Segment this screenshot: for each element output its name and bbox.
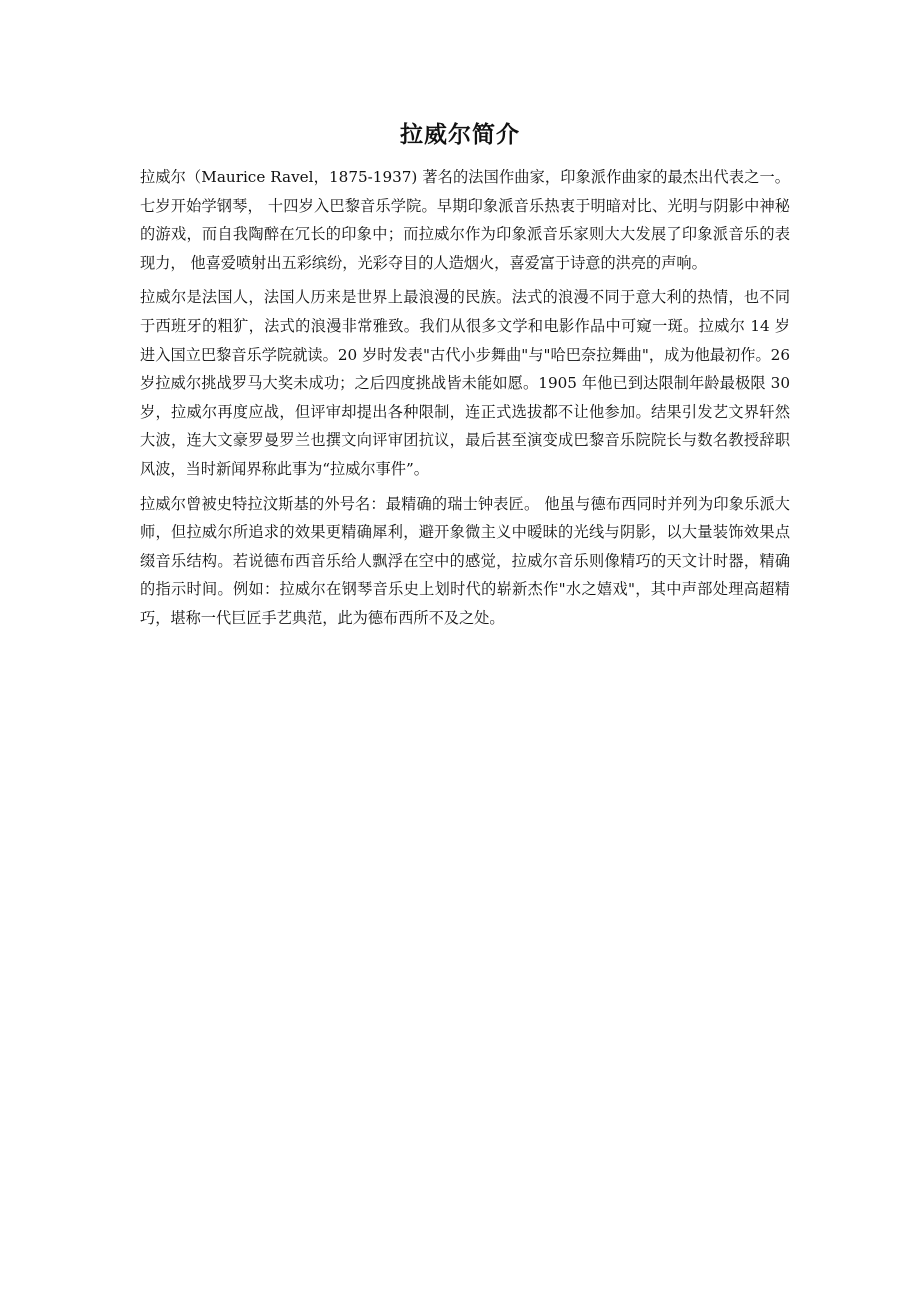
document-title: 拉威尔简介 bbox=[400, 122, 520, 148]
paragraph-style: 拉威尔曾被史特拉汶斯基的外号名：最精确的瑞士钟表匠。 他虽与德布西同时并列为印象乐派大师，但拉威尔所追求的效果更精确犀利，避开象微主义中暧昧的光线与阴影，以大量装饰效果点缀音乐结构。若说德布西音乐给人飘浮在空中的感觉，拉威尔音乐则像精巧的天文计时器，精确的指示时间。例如：拉威尔在钢琴音乐史上划时代的崭新杰作"水之嬉戏"，其中声部处理高超精巧，堪称一代巨匠手艺典范，此为德布西所不及之处。 bbox=[140, 494, 790, 627]
paragraph-intro: 拉威尔（Maurice Ravel，1875-1937) 著名的法国作曲家，印象派作曲家的最杰出代表之一。七岁开始学钢琴， 十四岁入巴黎音乐学院。早期印象派音乐热衷于明暗对比、光明与阴影中神秘的游戏，而自我陶醉在冗长的印象中；而拉威尔作为印象派音乐家则大大发展了印象派音乐的表现力， 他喜爱喷射出五彩缤纷，光彩夺目的人造烟火，喜爱富于诗意的洪亮的声响。 bbox=[140, 168, 790, 272]
document-body bbox=[140, 163, 790, 633]
paragraph-biography: 拉威尔是法国人，法国人历来是世界上最浪漫的民族。法式的浪漫不同于意大利的热情，也不同于西班牙的粗犷，法式的浪漫非常雅致。我们从很多文学和电影作品中可窥一斑。拉威尔 14 岁进入国立巴黎音乐学院就读。20 岁时发表"古代小步舞曲"与"哈巴奈拉舞曲"，成为他最初作。26 岁拉威尔挑战罗马大奖未成功；之后四度挑战皆未能如愿。1905 年他已到达限制年龄最极限 30 岁，拉威尔再度应战，但评审却提出各种限制，连正式选拔都不让他参加。结果引发艺文界轩然大波，连大文豪罗曼罗兰也撰文向评审团抗议，最后甚至演变成巴黎音乐院院长与数名教授辞职风波，当时新闻界称此事为“拉威尔事件”。 bbox=[140, 288, 790, 478]
